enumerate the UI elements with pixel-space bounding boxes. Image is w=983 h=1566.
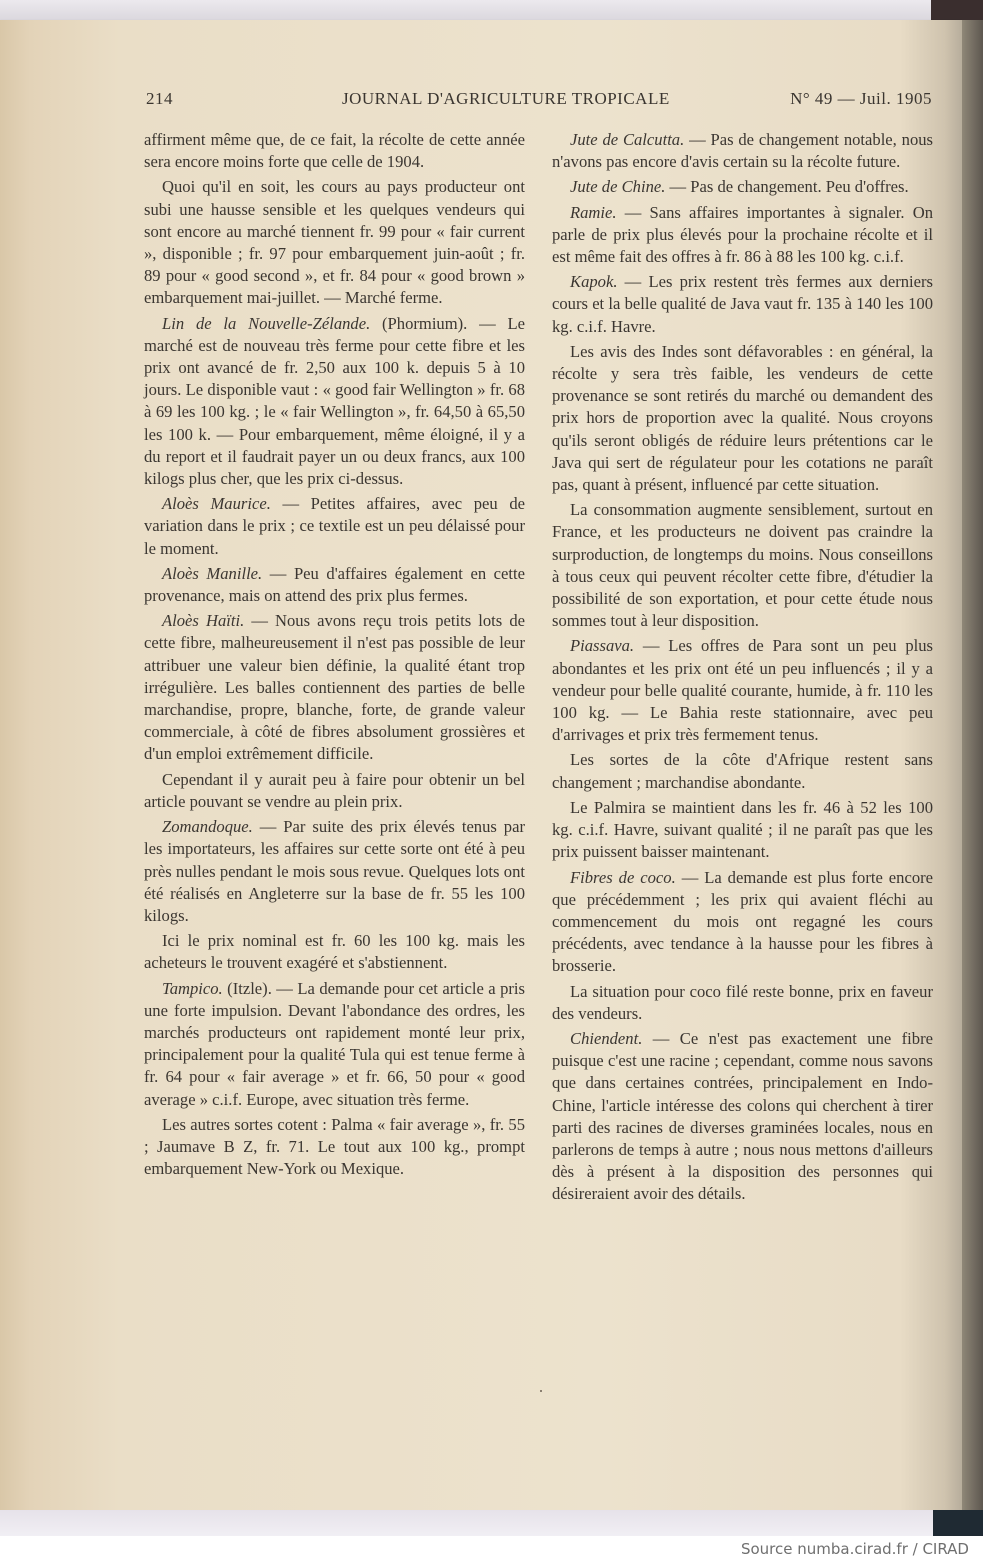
paragraph-lead: Jute de Calcutta. bbox=[570, 130, 685, 149]
page-binding-edge bbox=[962, 20, 983, 1510]
journal-title: JOURNAL D'AGRICULTURE TROPICALE bbox=[342, 89, 670, 108]
paragraph bbox=[552, 129, 933, 173]
paragraph bbox=[552, 1028, 933, 1206]
paragraph-lead: Aloès Manille. bbox=[162, 563, 263, 583]
paragraph-text: Quoi qu'il en soit, les cours au pays producteur ont subi une hausse sensible et les quelques vendeurs qui sont encore au marché tiennent fr. 99 pour « fair current », disponible ; fr. 97 pour embarquement juin-août ; fr. 89 pour « good second », et fr. 84 pour « good brown » embarquement mai-juillet. — Marché ferme. bbox=[144, 177, 525, 308]
print-mark bbox=[540, 1390, 542, 1392]
paragraph bbox=[552, 867, 933, 978]
paragraph bbox=[144, 930, 525, 974]
paragraph bbox=[144, 610, 525, 765]
paragraph-lead: Piassava. bbox=[570, 636, 635, 656]
paragraph-text: (Phormium). — Le marché est de nouveau très ferme pour cette fibre et les prix ont avancé de fr. 2,50 aux 100 k. depuis 5 à 10 jours. Le disponible vaut : « good fair Wellington » fr. 68 à 69 les 100 kg. ; le « fair Wellington », fr. 64,50 à 65,50 les 100 k. — Pour embarquement, même éloigné, il y a du report et il faudrait payer un ou deux francs, aux 100 kilogs plus cher, que les prix ci-dessus. bbox=[144, 313, 526, 489]
paragraph-lead: Aloès Haïti. bbox=[162, 611, 245, 631]
paragraph-lead: Aloès Maurice. bbox=[162, 494, 271, 514]
paragraph bbox=[552, 981, 933, 1025]
running-header bbox=[146, 89, 932, 111]
paragraph-text: — Nous avons reçu trois petits lots de cette fibre, malheureusement il n'est pas possible de leur attribuer une valeur bien définie, la qualité étant trop irrégulière. Les balles contiennent des parties de belle marchandise, propre, blanche, forte, de grande valeur commerciale, à côté de fibres absolument grossières et d'un emploi extrêmement difficile. bbox=[144, 611, 526, 764]
paragraph bbox=[144, 176, 525, 309]
scan-top-margin bbox=[0, 0, 983, 22]
paragraph-lead: Fibres de coco. bbox=[570, 867, 676, 887]
paragraph-text: (Itzle). — La demande pour cet article a pris une forte impulsion. Devant l'abondance des ordres, les marchés producteurs ont rapidement monté leur prix, principalement pour la qualité Tula qui est tenue ferme à fr. 64 pour « fair average » et fr. 66, 50 pour « good average » c.i.f. Europe, avec situation très ferme. bbox=[144, 978, 525, 1109]
paragraph-lead: Tampico. bbox=[162, 978, 223, 998]
paragraph-text: Le Palmira se maintient dans les fr. 46 à 52 les 100 kg. c.i.f. Havre, suivant qualité ; il ne paraît pas que les prix puissent baisser maintenant. bbox=[552, 797, 933, 862]
paragraph-text: Les sortes de la côte d'Afrique restent sans changement ; marchandise abondante. bbox=[552, 750, 933, 792]
paragraph-text: — Ce n'est pas exactement une fibre puisque c'est une racine ; cependant, comme nous savons que dans certaines contrées, principalement en Indo-Chine, l'article intéresse des colons qui cherchent à tirer parti des racines de diverses graminées locales, nous en parlerons de temps à autre ; nous nous mettons d'ailleurs dès à présent à la disposition des personnes qui désireraient avoir des détails. bbox=[552, 1028, 933, 1204]
paragraph-text: — La demande est plus forte encore que précédemment ; les prix qui avaient fléchi au commencement du mois ont regagné les cours précédents, avec tendance à la hausse pour les fibres à brosserie. bbox=[552, 867, 934, 976]
paragraph bbox=[552, 341, 933, 496]
paragraph-text: La consommation augmente sensiblement, surtout en France, et les producteurs ne doivent pas craindre la surproduction, de longtemps du moins. Nous conseillons à tous ceux qui peuvent récolter cette fibre, d'étudier la possibilité de son exportation, et pour cette étude nous sommes tout à leur disposition. bbox=[552, 500, 933, 631]
paragraph-text: — Peu d'affaires également en cette provenance, mais on attend des prix plus fermes. bbox=[144, 563, 525, 606]
paragraph bbox=[552, 499, 933, 632]
paragraph-lead: Zomandoque. bbox=[162, 817, 253, 837]
paragraph-text: Les autres sortes cotent : Palma « fair average », fr. 55 ; Jaumave B Z, fr. 71. Le tout aux 100 kg., prompt embarquement New-York ou Mexique. bbox=[144, 1114, 525, 1179]
paragraph bbox=[144, 816, 525, 927]
paragraph bbox=[552, 635, 933, 746]
paragraph-text: — Les offres de Para sont un peu plus abondantes et les prix ont été un peu influencés ; il y a vendeur pour belle qualité courante, humide, à fr. 110 les 100 kg. — Le Bahia reste stationnaire, avec peu d'arrivages et prix très fermement tenus. bbox=[552, 636, 933, 745]
paragraph-lead: Kapok. bbox=[570, 272, 618, 292]
paragraph bbox=[552, 176, 933, 198]
paragraph-text: — Les prix restent très fermes aux derniers cours et la belle qualité de Java vaut fr. 135 à 140 les 100 kg. c.i.f. Havre. bbox=[552, 272, 933, 336]
paragraph-text: Cependant il y aurait peu à faire pour obtenir un bel article pouvant se vendre au plein prix. bbox=[144, 769, 525, 811]
paragraph-text: Les avis des Indes sont défavorables : en général, la récolte y sera très faible, les vendeurs de cette provenance se sont retirés du marché ou demandent des prix hors de proportion avec la qualité. Nous croyons qu'ils seront obligés de réduire leurs prétentions car le Java qui sert de régulateur pour les cotations ne paraît pas, quant à présent, influencé par cette situation. bbox=[552, 341, 933, 495]
scan-bottom-margin bbox=[0, 1510, 983, 1536]
left-column bbox=[144, 129, 525, 1180]
paragraph bbox=[144, 563, 525, 607]
paragraph bbox=[144, 129, 525, 173]
paragraph-text: affirment même que, de ce fait, la récolte de cette année sera encore moins forte que celle de 1904. bbox=[144, 130, 525, 172]
paragraph bbox=[552, 202, 933, 269]
paragraph-lead: Lin de la Nouvelle-Zélande. bbox=[162, 313, 371, 333]
paragraph-text: — Par suite des prix élevés tenus par les importateurs, les affaires sur cette sorte ont été à peu près nulles pendant le mois sous revue. Quelques lots ont été réalisés en Angleterre sur la base de fr. 55 les 100 kilogs. bbox=[144, 817, 525, 925]
scan-top-dark-corner bbox=[931, 0, 983, 22]
page-number: 214 bbox=[146, 89, 173, 108]
paragraph-lead: Ramie. bbox=[570, 202, 617, 222]
paragraph bbox=[144, 493, 525, 560]
paragraph-text: — Petites affaires, avec peu de variation dans le prix ; ce textile est un peu délaissé pour le moment. bbox=[144, 494, 525, 558]
paragraph-text: Ici le prix nominal est fr. 60 les 100 kg. mais les acheteurs le trouvent exagéré et s'abstiennent. bbox=[144, 931, 525, 973]
scan-bottom-dark-corner bbox=[933, 1510, 983, 1536]
paragraph bbox=[552, 797, 933, 864]
paragraph-lead: Jute de Chine. bbox=[570, 177, 666, 197]
source-credit-link[interactable]: Source numba.cirad.fr / CIRAD bbox=[740, 1540, 969, 1558]
paragraph-text: — Pas de changement. Peu d'offres. bbox=[665, 177, 909, 197]
paragraph bbox=[144, 313, 525, 491]
paragraph-lead: Chiendent. bbox=[570, 1028, 643, 1048]
paragraph bbox=[144, 1114, 525, 1181]
right-column bbox=[552, 129, 933, 1206]
paragraph-text: La situation pour coco filé reste bonne, prix en faveur des vendeurs. bbox=[552, 981, 933, 1023]
paragraph bbox=[552, 749, 933, 793]
issue-info: N° 49 — Juil. 1905 bbox=[790, 89, 932, 108]
paragraph-text: — Sans affaires importantes à signaler. On parle de prix plus élevés pour la prochaine récolte et il est même fait des offres à fr. 86 à 88 les 100 kg. c.i.f. bbox=[552, 202, 933, 267]
paragraph bbox=[144, 978, 525, 1111]
paragraph bbox=[552, 271, 933, 338]
paragraph-text: — Pas de changement notable, nous n'avons pas encore d'avis certain su la récolte future. bbox=[552, 130, 933, 172]
paragraph bbox=[144, 769, 525, 813]
